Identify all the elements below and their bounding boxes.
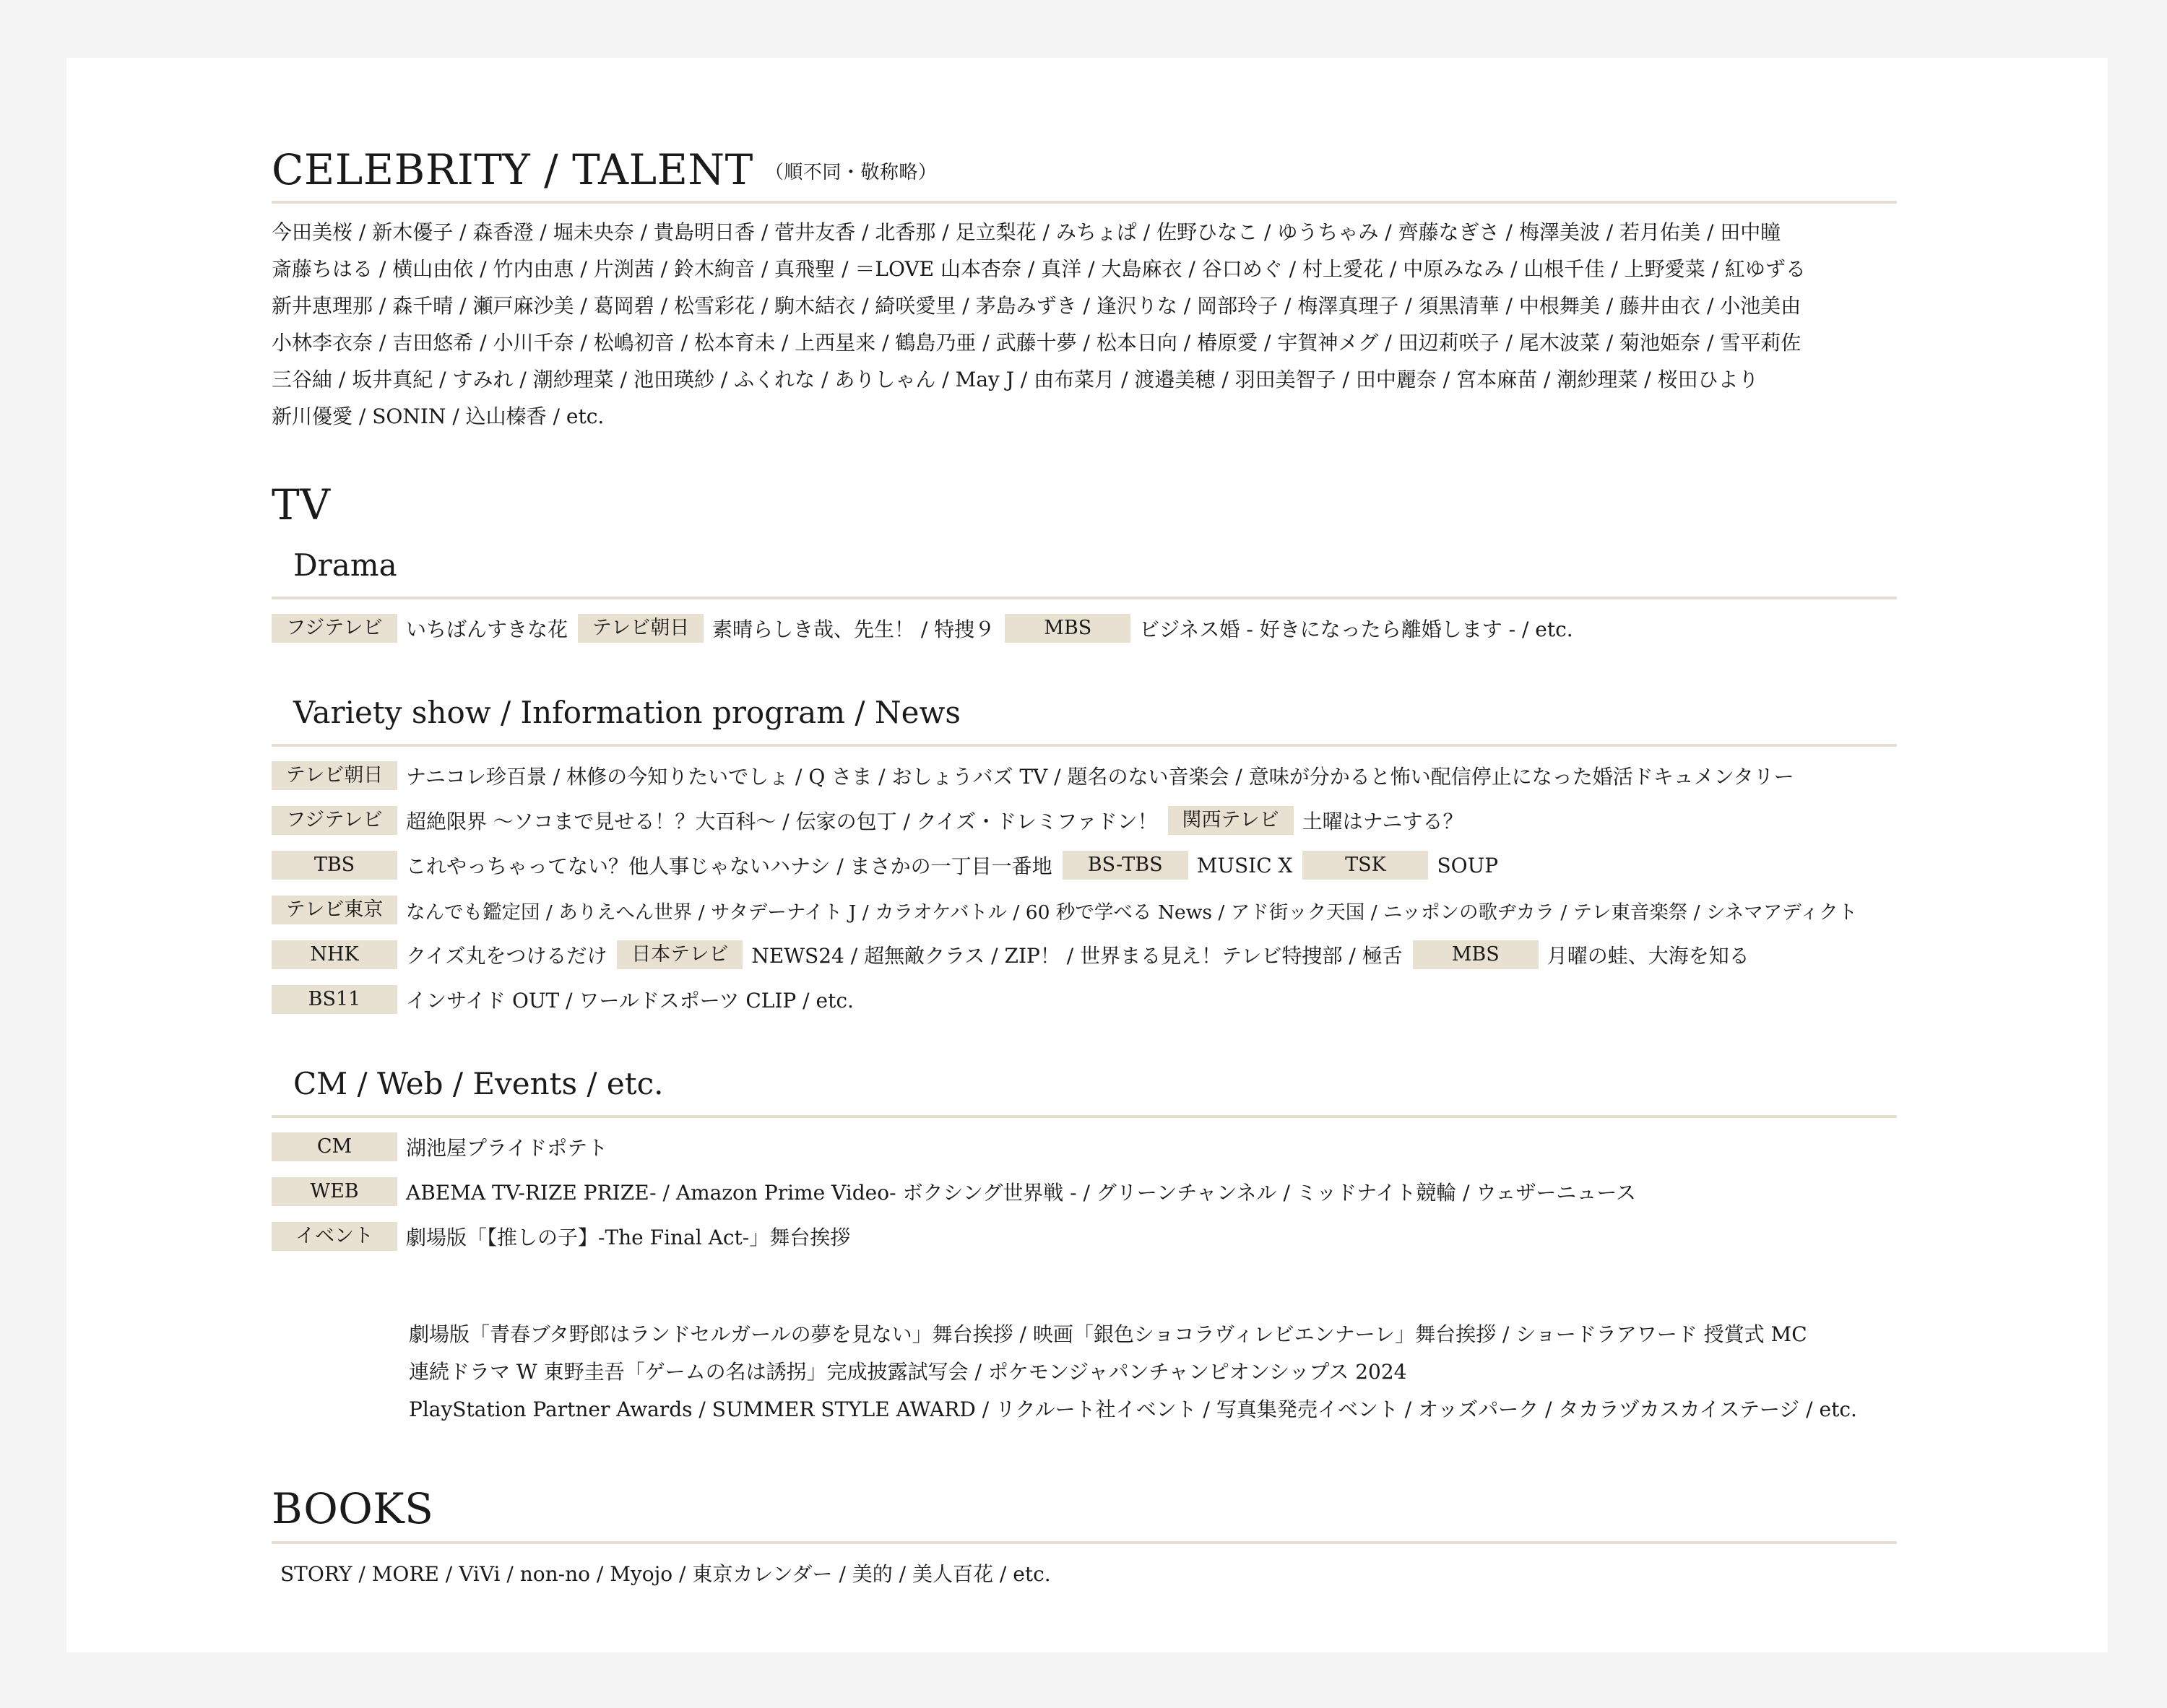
books-list: STORY / MORE / ViVi / non-no / Myojo / 東京カレンダー / 美的 / 美人百花 / etc. xyxy=(280,1562,1051,1586)
books-heading: BOOKS xyxy=(272,1484,434,1533)
work-list: ABEMA TV-RIZE PRIZE- / Amazon Prime Video- ボクシング世界戦 - / グリーンチャンネル / ミッドナイト競輪 / ウェザーニュース xyxy=(406,1181,1636,1205)
program-list: 超絶限界 〜ソコまで見せる！？大百科〜 / 伝家の包丁 / クイズ・ドレミファドン！ xyxy=(406,810,1158,833)
variety-row xyxy=(272,940,1760,969)
network-tag: テレビ朝日 xyxy=(578,614,704,643)
variety-row xyxy=(272,851,1508,880)
talent-line: 新井恵理那 / 森千晴 / 瀬戸麻沙美 / 葛岡碧 / 松雪彩花 / 駒木結衣 / 綺咲愛里 / 茅島みずき / 逢沢りな / 岡部玲子 / 梅澤真理子 / 須黒清華 / 中根舞美 / 藤井由衣 / 小池美由 xyxy=(272,294,1801,318)
network-tag: テレビ朝日 xyxy=(272,761,397,790)
program-list: いちばんすきな花 xyxy=(406,617,568,641)
network-tag: BS11 xyxy=(272,985,397,1014)
network-tag: 日本テレビ xyxy=(617,940,743,969)
network-tag: TBS xyxy=(272,851,397,880)
program-list: MUSIC X xyxy=(1196,853,1293,877)
celebrity-note: （順不同・敬称略） xyxy=(764,162,938,183)
variety-heading: Variety show / Information program / News xyxy=(293,695,961,730)
network-tag: MBS xyxy=(1413,940,1539,969)
network-tag: NHK xyxy=(272,940,397,969)
talent-line: 新川優愛 / SONIN / 込山榛香 / etc. xyxy=(272,404,605,428)
talent-line: 斎藤ちはる / 横山由依 / 竹内由恵 / 片渕茜 / 鈴木絢音 / 真飛聖 / ＝LOVE 山本杏奈 / 真洋 / 大島麻衣 / 谷口めぐ / 村上愛花 / 中原みなみ / 山根千佳 / 上野愛菜 / 紅ゆずる xyxy=(272,257,1806,281)
books-rule xyxy=(272,1541,1897,1544)
work-list: 湖池屋プライドポテト xyxy=(406,1136,608,1160)
tv-heading: TV xyxy=(272,480,331,529)
talent-line: 三谷紬 / 坂井真紀 / すみれ / 潮紗理菜 / 池田瑛紗 / ふくれな / ありしゃん / May J / 由布菜月 / 渡邉美穂 / 羽田美智子 / 田中麗奈 / 宮本麻苗 / 潮紗理菜 / 桜田ひより xyxy=(272,368,1759,391)
work-list: 劇場版「【推しの子】-The Final Act-」舞台挨拶 xyxy=(406,1226,851,1249)
program-list: SOUP xyxy=(1437,853,1499,877)
event-row xyxy=(272,1222,860,1251)
program-list: これやっちゃってない？他人事じゃないハナシ / まさかの一丁目一番地 xyxy=(406,854,1052,878)
network-tag: 関西テレビ xyxy=(1168,806,1294,835)
variety-row xyxy=(272,761,1804,790)
network-tag: テレビ東京 xyxy=(272,896,397,924)
program-list: NEWS24 / 超無敵クラス / ZIP！ / 世界まる見え！テレビ特捜部 / 極舌 xyxy=(751,944,1403,968)
category-tag: CM xyxy=(272,1132,397,1161)
variety-rule xyxy=(272,744,1897,747)
event-continuation: 連続ドラマ W 東野圭吾「ゲームの名は誘拐」完成披露試写会 / ポケモンジャパンチャンピオンシップス 2024 xyxy=(409,1360,1407,1384)
event-continuation: 劇場版「青春ブタ野郎はランドセルガールの夢を見ない」舞台挨拶 / 映画「銀色ショコラヴィレビエンナーレ」舞台挨拶 / ショードラアワード 授賞式 MC xyxy=(409,1322,1807,1346)
program-list: クイズ丸をつけるだけ xyxy=(406,944,607,968)
network-tag: BS-TBS xyxy=(1063,851,1188,880)
program-list: 素晴らしき哉、先生！ / 特捜９ xyxy=(712,617,995,641)
drama-heading: Drama xyxy=(293,547,397,583)
talent-line: 小林李衣奈 / 吉田悠希 / 小川千奈 / 松嶋初音 / 松本育未 / 上西星来 / 鶴島乃亜 / 武藤十夢 / 松本日向 / 椿原愛 / 宇賀神メグ / 田辺莉咲子 / 尾木波菜 / 菊池姫奈 / 雪平莉佐 xyxy=(272,331,1801,355)
program-list: なんでも鑑定団 / ありえへん世界 / サタデーナイト J / カラオケバトル / 60 秒で学べる News / アド街ック天国 / ニッポンの歌ヂカラ / テレ東音楽祭 / シネマアディクト xyxy=(406,901,1858,924)
network-tag: TSK xyxy=(1302,851,1428,880)
profile-card xyxy=(66,58,2108,1652)
network-tag: フジテレビ xyxy=(272,614,397,643)
program-list: 月曜の蛙、大海を知る xyxy=(1547,944,1749,968)
program-list: インサイド OUT / ワールドスポーツ CLIP / etc. xyxy=(406,989,854,1013)
celebrity-rule xyxy=(272,201,1897,204)
drama-row xyxy=(272,614,1583,643)
web-row xyxy=(272,1177,1646,1206)
network-tag: MBS xyxy=(1005,614,1130,643)
event-continuation: PlayStation Partner Awards / SUMMER STYLE AWARD / リクルート社イベント / 写真集発売イベント / オッズパーク / タカラヅカスカイステージ / etc. xyxy=(409,1397,1857,1421)
cm-heading: CM / Web / Events / etc. xyxy=(293,1066,664,1101)
variety-row xyxy=(272,985,864,1014)
program-list: 土曜はナニする？ xyxy=(1302,810,1463,833)
network-tag: フジテレビ xyxy=(272,806,397,835)
celebrity-heading xyxy=(272,145,938,194)
program-list: ビジネス婚 - 好きになったら離婚します - / etc. xyxy=(1139,617,1573,641)
cm-rule xyxy=(272,1115,1897,1118)
variety-row xyxy=(272,806,1473,835)
variety-row xyxy=(272,896,1867,924)
celebrity-title: CELEBRITY / TALENT xyxy=(272,145,753,194)
cm-row xyxy=(272,1132,618,1161)
program-list: ナニコレ珍百景 / 林修の今知りたいでしょ / Q さま / おしょうバズ TV / 題名のない音楽会 / 意味が分かると怖い配信停止になった婚活ドキュメンタリー xyxy=(406,765,1794,789)
talent-line: 今田美桜 / 新木優子 / 森香澄 / 堀未央奈 / 貴島明日香 / 菅井友香 / 北香那 / 足立梨花 / みちょぱ / 佐野ひなこ / ゆうちゃみ / 齊藤なぎさ / 梅澤美波 / 若月佑美 / 田中瞳 xyxy=(272,220,1781,244)
drama-rule xyxy=(272,597,1897,599)
category-tag: WEB xyxy=(272,1177,397,1206)
category-tag: イベント xyxy=(272,1222,397,1251)
